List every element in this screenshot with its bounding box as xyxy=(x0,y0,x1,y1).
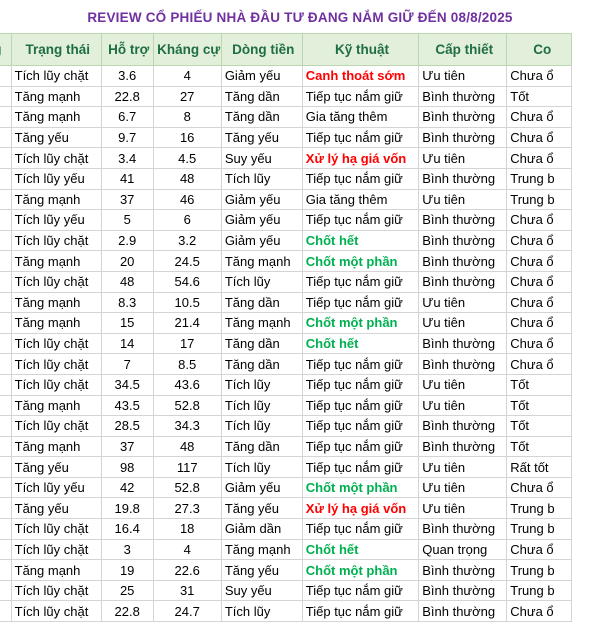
cell-technical[interactable]: Tiếp tục nắm giữ xyxy=(302,395,418,416)
cell-status[interactable]: Tích lũy chặt xyxy=(11,230,101,251)
cell-support[interactable]: 16.4 xyxy=(101,519,153,540)
cell-status[interactable]: Tích lũy chặt xyxy=(11,354,101,375)
cell-resistance[interactable]: 16 xyxy=(153,127,221,148)
cell-truncated[interactable] xyxy=(0,271,11,292)
cell-support[interactable]: 22.8 xyxy=(101,86,153,107)
cell-truncated[interactable] xyxy=(0,580,11,601)
cell-technical[interactable]: Gia tăng thêm xyxy=(302,107,418,128)
cell-money-flow[interactable]: Giảm yếu xyxy=(221,66,302,87)
cell-resistance[interactable]: 27 xyxy=(153,86,221,107)
cell-priority[interactable]: Bình thường xyxy=(419,251,507,272)
cell-support[interactable]: 5 xyxy=(101,210,153,231)
cell-status[interactable]: Tích lũy chặt xyxy=(11,271,101,292)
cell-technical[interactable]: Chốt hết xyxy=(302,539,418,560)
cell-support[interactable]: 9.7 xyxy=(101,127,153,148)
cell-resistance[interactable]: 18 xyxy=(153,519,221,540)
cell-priority[interactable]: Bình thường xyxy=(419,519,507,540)
cell-priority[interactable]: Bình thường xyxy=(419,127,507,148)
cell-priority[interactable]: Ưu tiên xyxy=(419,313,507,334)
cell-status[interactable]: Tăng yếu xyxy=(11,127,101,148)
table-row xyxy=(0,271,572,292)
cell-priority[interactable]: Ưu tiên xyxy=(419,189,507,210)
cell-truncated[interactable] xyxy=(0,498,11,519)
cell-truncated[interactable]: Trung b xyxy=(507,580,572,601)
cell-truncated[interactable]: Tốt xyxy=(507,436,572,457)
cell-priority[interactable]: Bình thường xyxy=(419,333,507,354)
cell-truncated[interactable] xyxy=(0,395,11,416)
cell-technical[interactable]: Chốt hết xyxy=(302,333,418,354)
cell-truncated[interactable]: Chưa ổ xyxy=(507,148,572,169)
cell-truncated[interactable]: Chưa ổ xyxy=(507,271,572,292)
cell-truncated[interactable] xyxy=(0,210,11,231)
cell-truncated[interactable]: Trung b xyxy=(507,498,572,519)
cell-support[interactable]: 14 xyxy=(101,333,153,354)
cell-priority[interactable]: Bình thường xyxy=(419,86,507,107)
cell-truncated[interactable]: Tốt xyxy=(507,395,572,416)
cell-truncated[interactable] xyxy=(0,457,11,478)
cell-resistance[interactable]: 10.5 xyxy=(153,292,221,313)
cell-support[interactable]: 19.8 xyxy=(101,498,153,519)
cell-money-flow[interactable]: Tích lũy xyxy=(221,271,302,292)
cell-resistance[interactable]: 4 xyxy=(153,66,221,87)
table-row xyxy=(0,313,572,334)
cell-priority[interactable]: Bình thường xyxy=(419,601,507,622)
cell-resistance[interactable]: 52.8 xyxy=(153,395,221,416)
table-row xyxy=(0,230,572,251)
cell-resistance[interactable]: 22.6 xyxy=(153,560,221,581)
table-row xyxy=(0,210,572,231)
cell-support[interactable]: 22.8 xyxy=(101,601,153,622)
header-cell[interactable]: Trạng thái xyxy=(11,34,101,66)
table-row xyxy=(0,66,572,87)
cell-resistance[interactable]: 4 xyxy=(153,539,221,560)
table-row xyxy=(0,251,572,272)
cell-technical[interactable]: Tiếp tục nắm giữ xyxy=(302,168,418,189)
cell-priority[interactable]: Ưu tiên xyxy=(419,395,507,416)
cell-money-flow[interactable]: Giảm dần xyxy=(221,519,302,540)
cell-truncated[interactable] xyxy=(0,416,11,437)
cell-status[interactable]: Tích lũy yếu xyxy=(11,168,101,189)
table-row xyxy=(0,457,572,478)
cell-support[interactable]: 20 xyxy=(101,251,153,272)
cell-support[interactable]: 6.7 xyxy=(101,107,153,128)
sheet-title: REVIEW CỔ PHIẾU NHÀ ĐẦU TƯ ĐANG NẮM GIỮ ĐẾN 08/8/2025 xyxy=(87,10,513,25)
cell-status[interactable]: Tích lũy chặt xyxy=(11,601,101,622)
header-cell[interactable]: Cấp thiết xyxy=(419,34,507,66)
cell-money-flow[interactable]: Tăng dần xyxy=(221,292,302,313)
cell-technical[interactable]: Xử lý hạ giá vốn xyxy=(302,148,418,169)
cell-resistance[interactable]: 24.5 xyxy=(153,251,221,272)
cell-truncated[interactable]: Trung b xyxy=(507,168,572,189)
cell-truncated[interactable] xyxy=(0,148,11,169)
cell-truncated[interactable] xyxy=(0,560,11,581)
cell-support[interactable]: 3 xyxy=(101,539,153,560)
table-row xyxy=(0,354,572,375)
cell-truncated[interactable]: Chưa ổ xyxy=(507,230,572,251)
cell-priority[interactable]: Ưu tiên xyxy=(419,457,507,478)
cell-support[interactable]: 3.6 xyxy=(101,66,153,87)
table-row xyxy=(0,107,572,128)
table-row xyxy=(0,127,572,148)
table-row xyxy=(0,168,572,189)
cell-technical[interactable]: Tiếp tục nắm giữ xyxy=(302,354,418,375)
cell-support[interactable]: 43.5 xyxy=(101,395,153,416)
cell-money-flow[interactable]: Tăng yếu xyxy=(221,498,302,519)
cell-status[interactable]: Tăng mạnh xyxy=(11,189,101,210)
cell-resistance[interactable]: 34.3 xyxy=(153,416,221,437)
cell-money-flow[interactable]: Tăng yếu xyxy=(221,127,302,148)
cell-technical[interactable]: Tiếp tục nắm giữ xyxy=(302,457,418,478)
cell-money-flow[interactable]: Tích lũy xyxy=(221,395,302,416)
cell-truncated[interactable] xyxy=(0,66,11,87)
cell-truncated[interactable]: Chưa ổ xyxy=(507,477,572,498)
cell-money-flow[interactable]: Tích lũy xyxy=(221,416,302,437)
cell-money-flow[interactable]: Tăng yếu xyxy=(221,560,302,581)
table-row xyxy=(0,86,572,107)
table-body xyxy=(0,66,572,622)
cell-technical[interactable]: Chốt hết xyxy=(302,230,418,251)
cell-status[interactable]: Tăng mạnh xyxy=(11,436,101,457)
cell-status[interactable]: Tích lũy chặt xyxy=(11,374,101,395)
cell-money-flow[interactable]: Tăng dần xyxy=(221,86,302,107)
cell-support[interactable]: 2.9 xyxy=(101,230,153,251)
cell-resistance[interactable]: 4.5 xyxy=(153,148,221,169)
cell-technical[interactable]: Tiếp tục nắm giữ xyxy=(302,271,418,292)
cell-truncated[interactable]: Rất tốt xyxy=(507,457,572,478)
cell-technical[interactable]: Tiếp tục nắm giữ xyxy=(302,86,418,107)
cell-support[interactable]: 25 xyxy=(101,580,153,601)
table-row xyxy=(0,292,572,313)
cell-money-flow[interactable]: Tăng mạnh xyxy=(221,313,302,334)
cell-technical[interactable]: Tiếp tục nắm giữ xyxy=(302,127,418,148)
cell-support[interactable]: 8.3 xyxy=(101,292,153,313)
cell-truncated[interactable] xyxy=(0,292,11,313)
cell-technical[interactable]: Canh thoát sớm xyxy=(302,66,418,87)
cell-priority[interactable]: Bình thường xyxy=(419,416,507,437)
cell-resistance[interactable]: 24.7 xyxy=(153,601,221,622)
cell-money-flow[interactable]: Tích lũy xyxy=(221,374,302,395)
cell-technical[interactable]: Chốt một phần xyxy=(302,313,418,334)
cell-support[interactable]: 28.5 xyxy=(101,416,153,437)
cell-money-flow[interactable]: Tích lũy xyxy=(221,168,302,189)
cell-status[interactable]: Tăng yếu xyxy=(11,457,101,478)
cell-truncated[interactable] xyxy=(0,313,11,334)
cell-status[interactable]: Tích lũy yếu xyxy=(11,477,101,498)
cell-technical[interactable]: Tiếp tục nắm giữ xyxy=(302,374,418,395)
cell-resistance[interactable]: 48 xyxy=(153,168,221,189)
table-row xyxy=(0,477,572,498)
cell-truncated[interactable]: Trung b xyxy=(507,189,572,210)
cell-priority[interactable]: Bình thường xyxy=(419,210,507,231)
header-cell[interactable] xyxy=(0,34,11,66)
cell-resistance[interactable]: 43.6 xyxy=(153,374,221,395)
cell-status[interactable]: Tăng yếu xyxy=(11,498,101,519)
cell-money-flow[interactable]: Tăng dần xyxy=(221,107,302,128)
cell-truncated[interactable] xyxy=(0,333,11,354)
cell-truncated[interactable]: Chưa ổ xyxy=(507,127,572,148)
cell-money-flow[interactable]: Tích lũy xyxy=(221,457,302,478)
cell-status[interactable]: Tích lũy chặt xyxy=(11,539,101,560)
cell-truncated[interactable] xyxy=(0,436,11,457)
cell-money-flow[interactable]: Suy yếu xyxy=(221,580,302,601)
header-row xyxy=(0,34,572,66)
cell-money-flow[interactable]: Tăng mạnh xyxy=(221,539,302,560)
cell-truncated[interactable]: Chưa ổ xyxy=(507,251,572,272)
cell-support[interactable]: 37 xyxy=(101,436,153,457)
cell-support[interactable]: 42 xyxy=(101,477,153,498)
cell-resistance[interactable]: 54.6 xyxy=(153,271,221,292)
cell-support[interactable]: 34.5 xyxy=(101,374,153,395)
cell-truncated[interactable]: Chưa ổ xyxy=(507,313,572,334)
header-cell[interactable]: Kỹ thuật xyxy=(302,34,418,66)
cell-truncated[interactable] xyxy=(0,168,11,189)
cell-status[interactable]: Tích lũy chặt xyxy=(11,333,101,354)
cell-status[interactable]: Tăng mạnh xyxy=(11,86,101,107)
cell-truncated[interactable]: Chưa ổ xyxy=(507,292,572,313)
cell-support[interactable]: 7 xyxy=(101,354,153,375)
cell-priority[interactable]: Ưu tiên xyxy=(419,374,507,395)
cell-priority[interactable]: Bình thường xyxy=(419,580,507,601)
cell-support[interactable]: 3.4 xyxy=(101,148,153,169)
cell-truncated[interactable] xyxy=(0,127,11,148)
cell-priority[interactable]: Ưu tiên xyxy=(419,477,507,498)
cell-truncated[interactable]: Tốt xyxy=(507,416,572,437)
cell-priority[interactable]: Quan trọng xyxy=(419,539,507,560)
cell-status[interactable]: Tăng mạnh xyxy=(11,292,101,313)
cell-resistance[interactable]: 21.4 xyxy=(153,313,221,334)
cell-priority[interactable]: Ưu tiên xyxy=(419,292,507,313)
cell-support[interactable]: 37 xyxy=(101,189,153,210)
cell-truncated[interactable] xyxy=(0,477,11,498)
cell-money-flow[interactable]: Tăng dần xyxy=(221,436,302,457)
cell-technical[interactable]: Tiếp tục nắm giữ xyxy=(302,436,418,457)
cell-money-flow[interactable]: Giảm yếu xyxy=(221,230,302,251)
cell-priority[interactable]: Ưu tiên xyxy=(419,66,507,87)
cell-status[interactable]: Tích lũy yếu xyxy=(11,210,101,231)
cell-status[interactable]: Tăng mạnh xyxy=(11,251,101,272)
cell-status[interactable]: Tăng mạnh xyxy=(11,560,101,581)
cell-priority[interactable]: Ưu tiên xyxy=(419,148,507,169)
table-row xyxy=(0,374,572,395)
cell-status[interactable]: Tích lũy chặt xyxy=(11,580,101,601)
cell-money-flow[interactable]: Giảm yếu xyxy=(221,210,302,231)
cell-truncated[interactable]: Trung b xyxy=(507,560,572,581)
table-row xyxy=(0,189,572,210)
cell-truncated[interactable] xyxy=(0,519,11,540)
cell-truncated[interactable]: Trung b xyxy=(507,519,572,540)
cell-money-flow[interactable]: Suy yếu xyxy=(221,148,302,169)
cell-resistance[interactable]: 117 xyxy=(153,457,221,478)
table-row xyxy=(0,498,572,519)
table-row xyxy=(0,539,572,560)
cell-technical[interactable]: Tiếp tục nắm giữ xyxy=(302,601,418,622)
cell-status[interactable]: Tích lũy chặt xyxy=(11,519,101,540)
cell-support[interactable]: 41 xyxy=(101,168,153,189)
cell-technical[interactable]: Chốt một phần xyxy=(302,477,418,498)
table-row xyxy=(0,436,572,457)
cell-truncated[interactable]: Chưa ổ xyxy=(507,354,572,375)
cell-truncated[interactable]: Tốt xyxy=(507,374,572,395)
cell-money-flow[interactable]: Giảm yếu xyxy=(221,477,302,498)
cell-priority[interactable]: Ưu tiên xyxy=(419,498,507,519)
cell-support[interactable]: 15 xyxy=(101,313,153,334)
table-row xyxy=(0,333,572,354)
cell-resistance[interactable]: 31 xyxy=(153,580,221,601)
cell-technical[interactable]: Tiếp tục nắm giữ xyxy=(302,416,418,437)
table-row xyxy=(0,580,572,601)
cell-technical[interactable]: Tiếp tục nắm giữ xyxy=(302,292,418,313)
table-row xyxy=(0,148,572,169)
header-cell[interactable]: Dòng tiền xyxy=(221,34,302,66)
cell-resistance[interactable]: 17 xyxy=(153,333,221,354)
header-cell[interactable]: Kháng cự xyxy=(153,34,221,66)
cell-technical[interactable]: Tiếp tục nắm giữ xyxy=(302,580,418,601)
cell-truncated[interactable]: Chưa ổ xyxy=(507,210,572,231)
cell-priority[interactable]: Bình thường xyxy=(419,168,507,189)
cell-truncated[interactable] xyxy=(0,189,11,210)
cell-truncated[interactable]: Chưa ổ xyxy=(507,601,572,622)
cell-technical[interactable]: Xử lý hạ giá vốn xyxy=(302,498,418,519)
cell-status[interactable]: Tăng mạnh xyxy=(11,107,101,128)
cell-priority[interactable]: Bình thường xyxy=(419,271,507,292)
cell-truncated[interactable] xyxy=(0,601,11,622)
cell-priority[interactable]: Bình thường xyxy=(419,354,507,375)
cell-truncated[interactable]: Chưa ổ xyxy=(507,539,572,560)
cell-resistance[interactable]: 3.2 xyxy=(153,230,221,251)
cell-support[interactable]: 19 xyxy=(101,560,153,581)
cell-resistance[interactable]: 48 xyxy=(153,436,221,457)
cell-priority[interactable]: Bình thường xyxy=(419,560,507,581)
cell-money-flow[interactable]: Tích lũy xyxy=(221,601,302,622)
table-row xyxy=(0,416,572,437)
cell-truncated[interactable] xyxy=(0,251,11,272)
table-row xyxy=(0,395,572,416)
header-cell[interactable]: Hỗ trợ xyxy=(101,34,153,66)
cell-truncated[interactable] xyxy=(0,86,11,107)
cell-resistance[interactable]: 8.5 xyxy=(153,354,221,375)
cell-support[interactable]: 48 xyxy=(101,271,153,292)
header-cell[interactable]: Co xyxy=(507,34,572,66)
cell-truncated[interactable] xyxy=(0,107,11,128)
cell-truncated[interactable]: Chưa ổ xyxy=(507,66,572,87)
cell-status[interactable]: Tăng mạnh xyxy=(11,313,101,334)
cell-technical[interactable]: Tiếp tục nắm giữ xyxy=(302,210,418,231)
cell-truncated[interactable]: Tốt xyxy=(507,86,572,107)
table-row xyxy=(0,601,572,622)
cell-technical[interactable]: Gia tăng thêm xyxy=(302,189,418,210)
cell-money-flow[interactable]: Tăng dần xyxy=(221,354,302,375)
cell-truncated[interactable] xyxy=(0,539,11,560)
cell-status[interactable]: Tăng mạnh xyxy=(11,395,101,416)
stock-review-table xyxy=(0,33,572,622)
cell-money-flow[interactable]: Tăng mạnh xyxy=(221,251,302,272)
cell-support[interactable]: 98 xyxy=(101,457,153,478)
cell-resistance[interactable]: 27.3 xyxy=(153,498,221,519)
cell-priority[interactable]: Bình thường xyxy=(419,436,507,457)
cell-priority[interactable]: Bình thường xyxy=(419,230,507,251)
cell-technical[interactable]: Chốt một phần xyxy=(302,251,418,272)
cell-truncated[interactable] xyxy=(0,230,11,251)
cell-resistance[interactable]: 52.8 xyxy=(153,477,221,498)
cell-resistance[interactable]: 46 xyxy=(153,189,221,210)
cell-resistance[interactable]: 6 xyxy=(153,210,221,231)
cell-truncated[interactable] xyxy=(0,374,11,395)
cell-status[interactable]: Tích lũy chặt xyxy=(11,416,101,437)
cell-money-flow[interactable]: Giảm yếu xyxy=(221,189,302,210)
cell-truncated[interactable] xyxy=(0,354,11,375)
cell-resistance[interactable]: 8 xyxy=(153,107,221,128)
cell-status[interactable]: Tích lũy chặt xyxy=(11,148,101,169)
cell-priority[interactable]: Bình thường xyxy=(419,107,507,128)
cell-technical[interactable]: Tiếp tục nắm giữ xyxy=(302,519,418,540)
cell-status[interactable]: Tích lũy chặt xyxy=(11,66,101,87)
table-row xyxy=(0,519,572,540)
cell-technical[interactable]: Chốt một phần xyxy=(302,560,418,581)
table-row xyxy=(0,560,572,581)
cell-money-flow[interactable]: Tăng dần xyxy=(221,333,302,354)
cell-truncated[interactable]: Chưa ổ xyxy=(507,333,572,354)
cell-truncated[interactable]: Chưa ổ xyxy=(507,107,572,128)
